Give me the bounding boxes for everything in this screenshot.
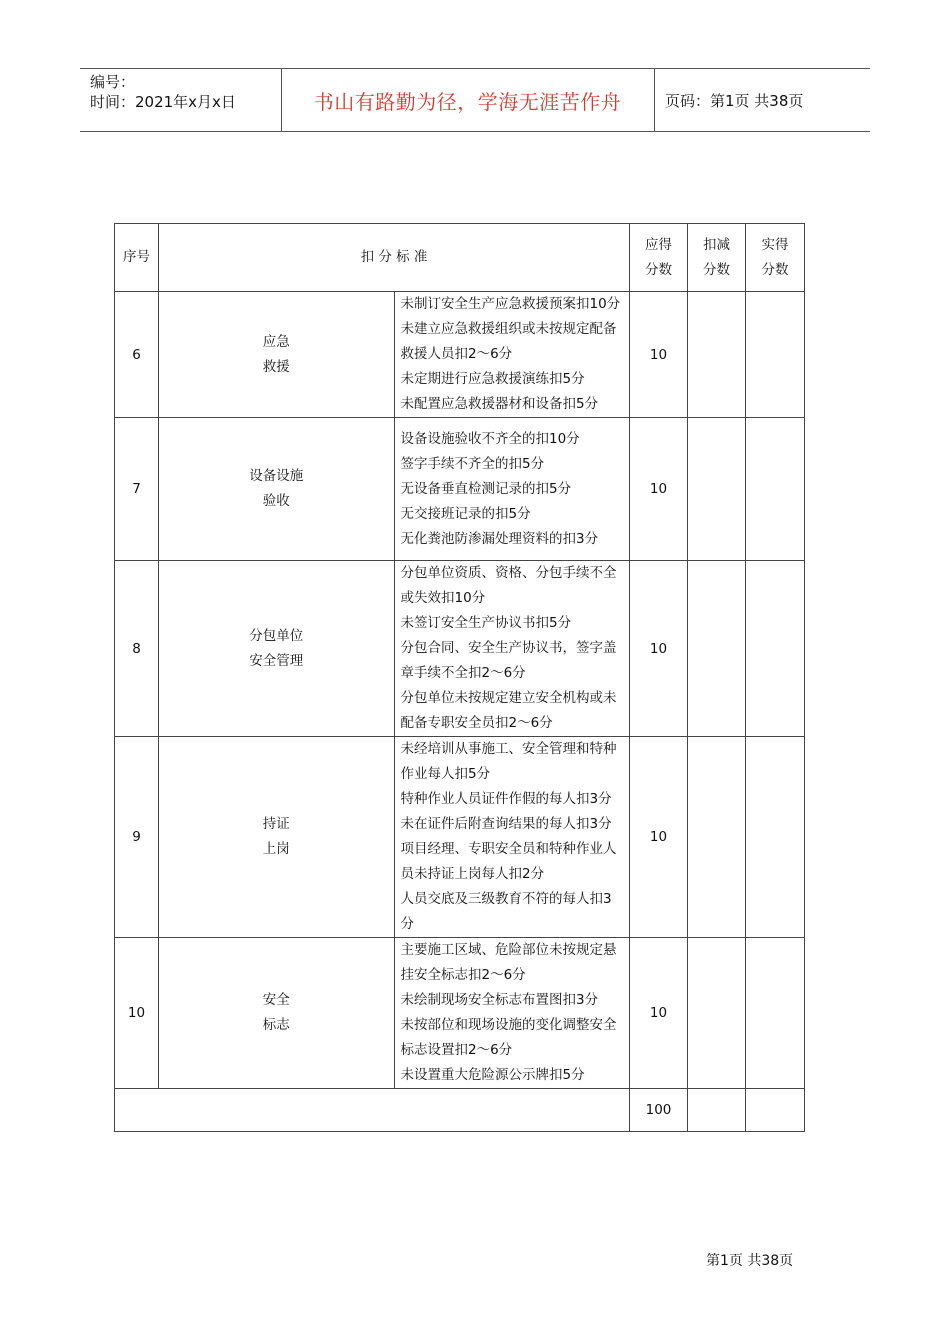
header-points-line2: 分数 (645, 261, 672, 278)
row-actual (746, 418, 805, 561)
category-line: 分包单位 (249, 627, 304, 644)
criteria-item: 特种作业人员证件作假的每人扣3分 (400, 791, 612, 807)
criteria-item: 分包单位未按规定建立安全机构或未配备专职安全员扣2～6分 (400, 690, 617, 731)
criteria-item: 设备设施验收不齐全的扣10分 (400, 430, 580, 447)
criteria-item: 未在证件后附查询结果的每人扣3分 (400, 816, 612, 832)
number-label: 编号： (90, 73, 136, 91)
criteria-item: 签字手续不齐全的扣5分 (400, 455, 545, 472)
row-criteria (394, 737, 630, 938)
header-page-cell (655, 69, 870, 131)
criteria-item: 无交接班记录的扣5分 (400, 505, 531, 522)
criteria-item: 未制订安全生产应急救援预案扣10分 (400, 296, 621, 312)
criteria-item: 未建立应急救援组织或未按规定配备救援人员扣2～6分 (400, 321, 617, 362)
category-line: 验收 (262, 493, 290, 509)
row-category (159, 561, 395, 737)
criteria-item: 人员交底及三级教育不符的每人扣3分 (400, 891, 612, 932)
row-criteria (394, 418, 630, 561)
header-deduct-line1: 扣减 (703, 236, 730, 253)
row-points: 10 (630, 292, 688, 418)
criteria-item: 未设置重大危险源公示牌扣5分 (400, 1067, 585, 1083)
criteria-item: 未签订安全生产协议书扣5分 (400, 615, 572, 631)
row-no: 10 (115, 938, 159, 1089)
header-motto-cell (281, 69, 655, 131)
row-deduct (688, 292, 746, 418)
row-criteria (394, 561, 630, 737)
criteria-item: 未配置应急救援器材和设备扣5分 (400, 396, 599, 412)
criteria-item: 未定期进行应急救援演练扣5分 (400, 371, 585, 387)
criteria-item: 无化粪池防渗漏处理资料的扣3分 (400, 530, 599, 547)
total-points: 100 (630, 1089, 688, 1132)
category-line: 救援 (262, 358, 290, 375)
header-page-info: 页码：第1页 共38页 (665, 91, 804, 110)
table-row (115, 737, 805, 938)
header-criteria: 扣 分 标 准 (159, 224, 630, 292)
total-row (115, 1089, 805, 1132)
row-no: 7 (115, 418, 159, 561)
header-actual (746, 224, 805, 292)
criteria-item: 主要施工区域、危险部位未按规定悬挂安全标志扣2～6分 (400, 942, 617, 983)
row-no: 6 (115, 292, 159, 418)
row-deduct (688, 938, 746, 1089)
total-label-cell (115, 1089, 630, 1132)
header-points (630, 224, 688, 292)
criteria-item: 未按部位和现场设施的变化调整安全标志设置扣2～6分 (400, 1017, 617, 1058)
criteria-item: 分包单位资质、资格、分包手续不全或失效扣10分 (400, 565, 617, 606)
category-line: 安全管理 (249, 652, 304, 669)
header-points-line1: 应得 (645, 236, 672, 253)
header-actual-line2: 分数 (761, 261, 789, 278)
footer-page-info: 第1页 共38页 (706, 1253, 794, 1269)
row-actual (746, 737, 805, 938)
criteria-item: 未绘制现场安全标志布置图扣3分 (400, 992, 599, 1008)
row-points: 10 (630, 938, 688, 1089)
row-category (159, 292, 395, 418)
motto-text: 书山有路勤为径，学海无涯苦作舟 (313, 89, 622, 114)
header-actual-line1: 实得 (761, 236, 789, 253)
header-meta (80, 69, 282, 131)
criteria-item: 无设备垂直检测记录的扣5分 (400, 480, 572, 497)
row-no: 8 (115, 561, 159, 737)
table-row (115, 561, 805, 737)
table-row (115, 418, 805, 561)
header-no: 序号 (115, 224, 159, 292)
row-actual (746, 938, 805, 1089)
total-actual (746, 1089, 805, 1132)
table-row (115, 938, 805, 1089)
category-line: 标志 (262, 1017, 290, 1033)
row-no: 9 (115, 737, 159, 938)
category-line: 上岗 (262, 841, 290, 857)
category-line: 安全 (262, 992, 290, 1008)
table-row (115, 292, 805, 418)
row-points: 10 (630, 737, 688, 938)
row-points: 10 (630, 418, 688, 561)
criteria-item: 分包合同、安全生产协议书，签字盖章手续不全扣2～6分 (400, 640, 617, 681)
time-label: 时间：2021年x月x日 (90, 93, 236, 111)
header-deduct-line2: 分数 (703, 261, 730, 278)
row-criteria (394, 938, 630, 1089)
category-line: 应急 (262, 333, 290, 350)
row-deduct (688, 561, 746, 737)
row-category (159, 418, 395, 561)
row-deduct (688, 418, 746, 561)
row-category (159, 737, 395, 938)
score-table (114, 223, 805, 1132)
total-deduct (688, 1089, 746, 1132)
criteria-item: 项目经理、专职安全员和特种作业人员未持证上岗每人扣2分 (400, 841, 617, 882)
row-criteria (394, 292, 630, 418)
row-points: 10 (630, 561, 688, 737)
criteria-item: 未经培训从事施工、安全管理和特种作业每人扣5分 (400, 741, 617, 782)
header-deduct (688, 224, 746, 292)
table-header-row (115, 224, 805, 292)
row-actual (746, 561, 805, 737)
document-header (80, 68, 870, 132)
category-line: 设备设施 (249, 468, 304, 484)
category-line: 持证 (262, 816, 290, 832)
row-deduct (688, 737, 746, 938)
row-actual (746, 292, 805, 418)
row-category (159, 938, 395, 1089)
